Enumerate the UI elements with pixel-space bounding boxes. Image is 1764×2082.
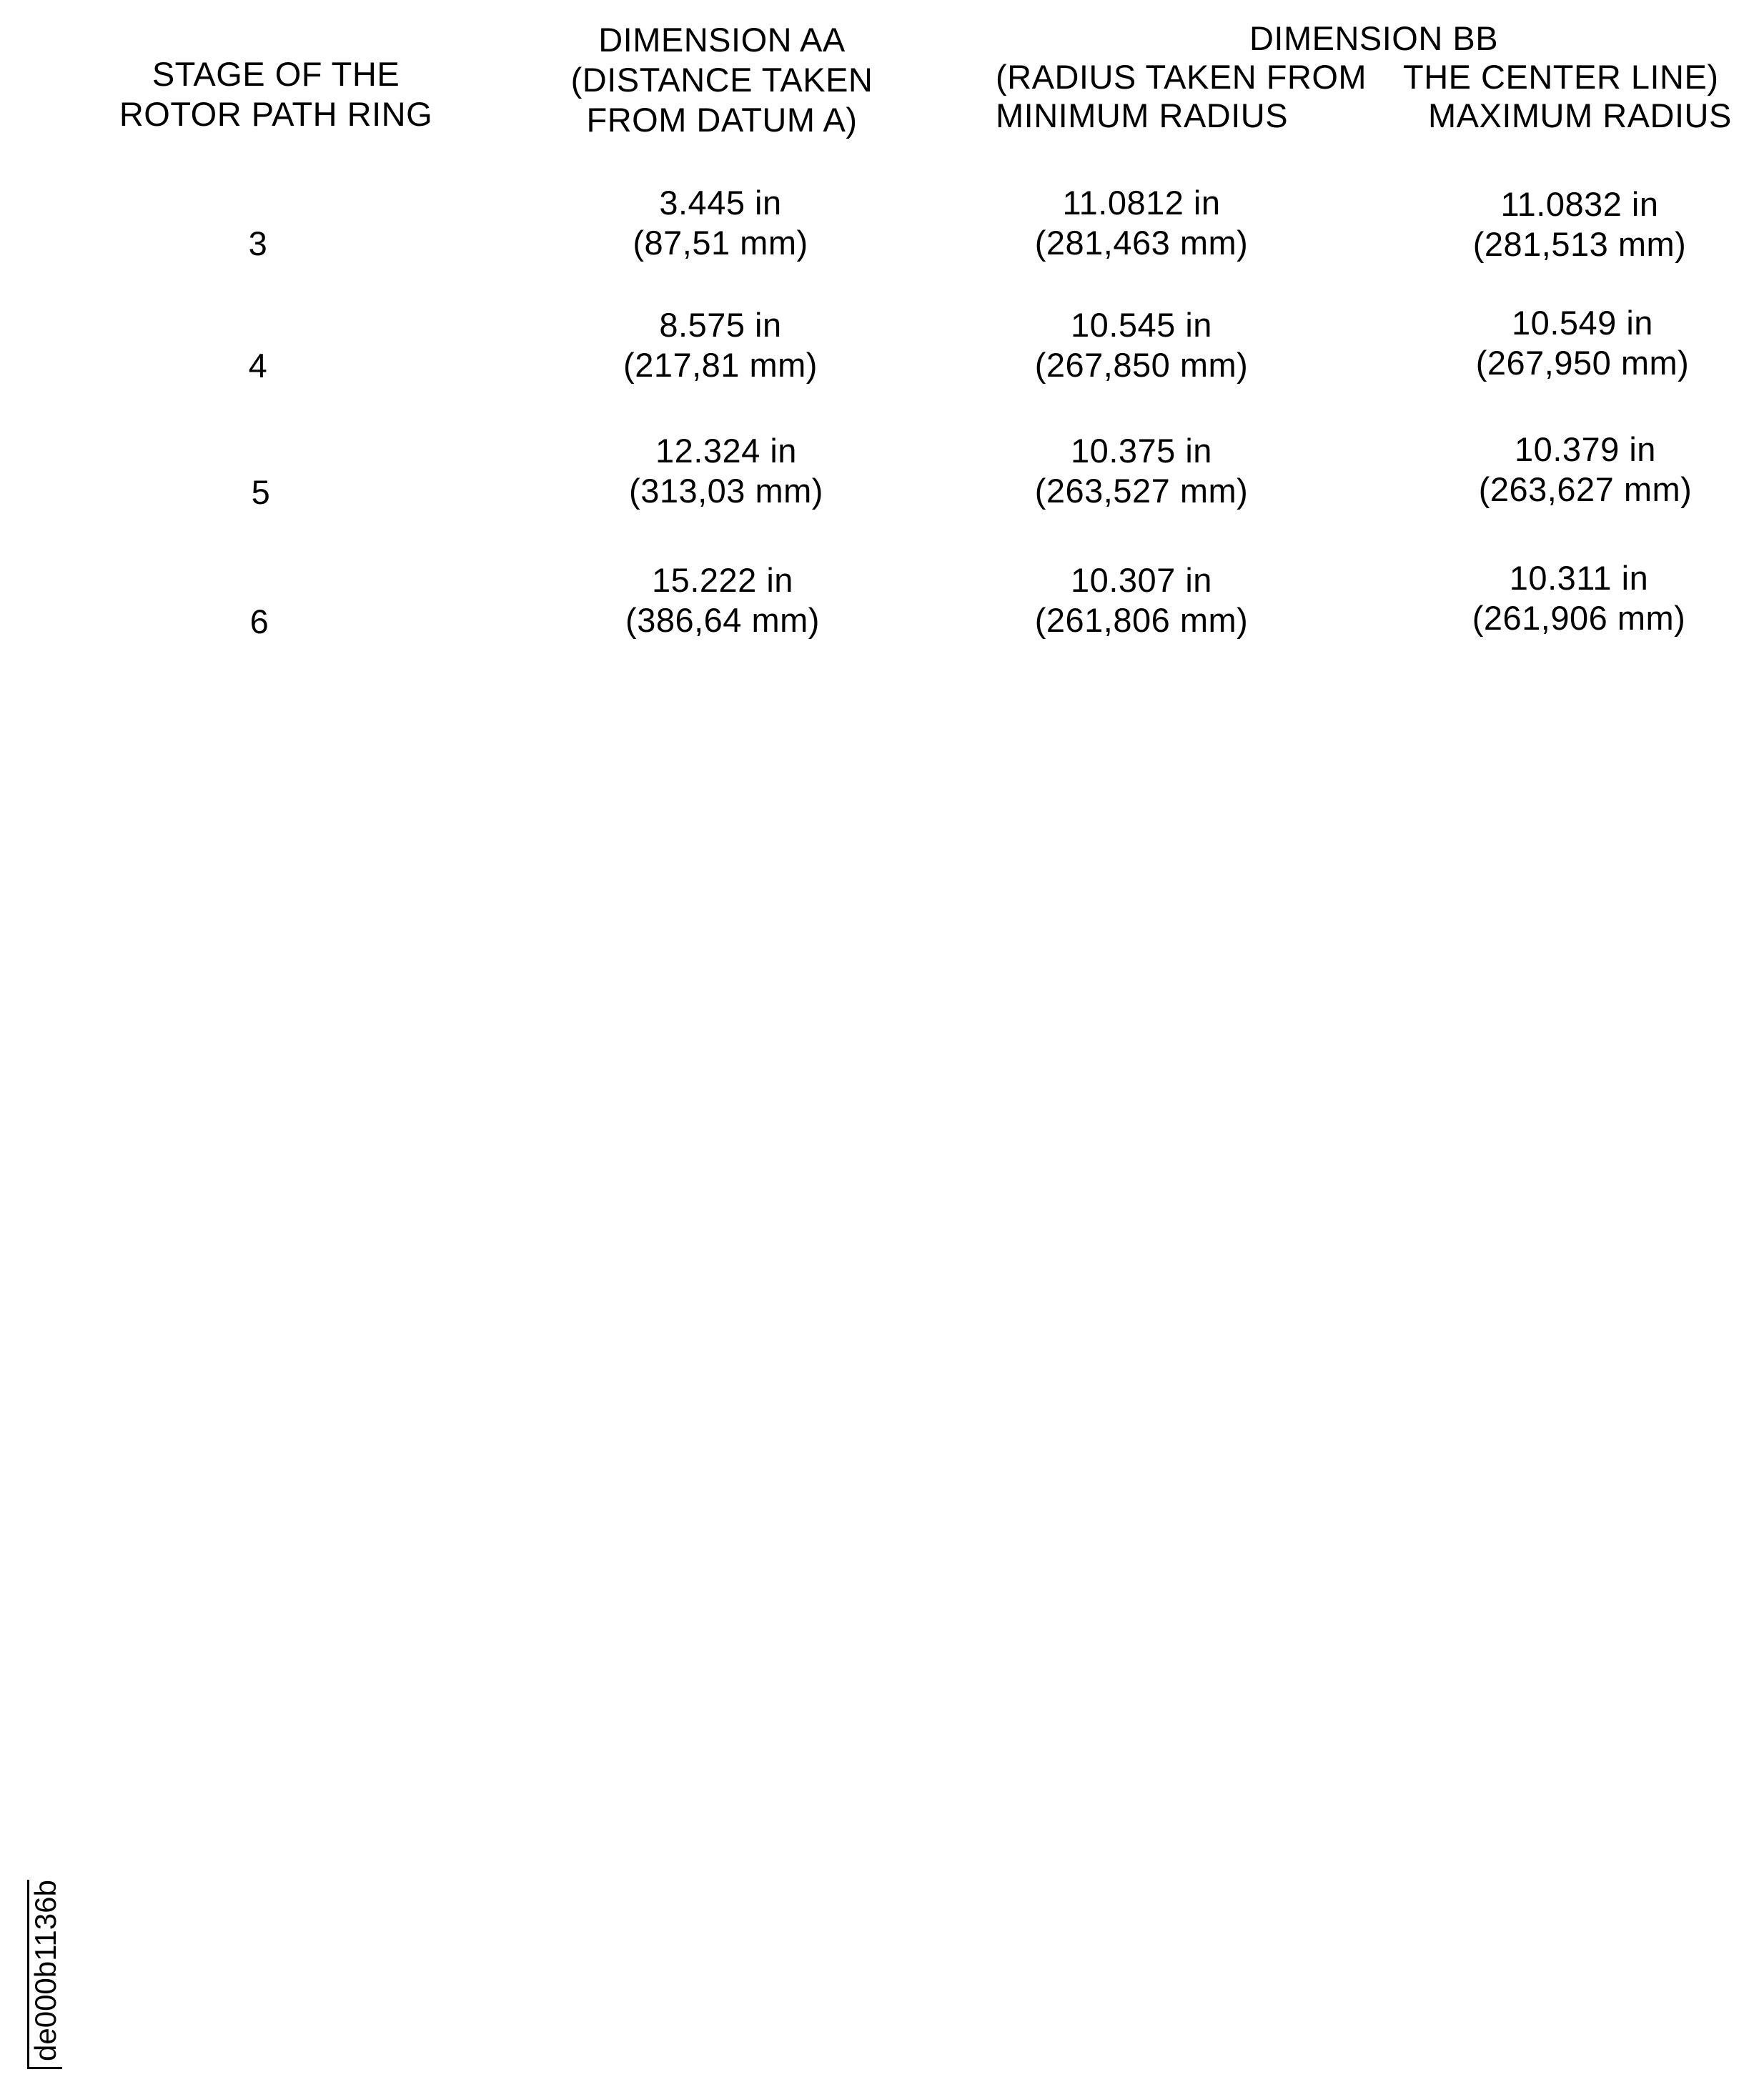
- value-mm: (313,03 mm): [629, 472, 823, 510]
- value-mm: (386,64 mm): [625, 601, 820, 639]
- value-mm: (87,51 mm): [633, 224, 808, 262]
- value-mm: (261,806 mm): [1034, 601, 1249, 639]
- table-row-dim-aa: [633, 183, 808, 263]
- table-row-dim-aa: [623, 305, 818, 385]
- value-mm: (217,81 mm): [623, 346, 818, 384]
- value-inch: 10.545 in: [1071, 306, 1212, 344]
- value-inch: 15.222 in: [652, 561, 793, 599]
- table-row-dim-aa: [625, 560, 820, 640]
- header-dim-bb-title: DIMENSION BB: [1249, 19, 1499, 57]
- table-row-max-radius: [1476, 303, 1690, 383]
- value-inch: 8.575 in: [659, 306, 782, 344]
- figure-id-label: de000b1136b: [27, 1880, 62, 2069]
- header-max-radius: MAXIMUM RADIUS: [1428, 96, 1732, 134]
- value-inch: 10.379 in: [1515, 430, 1656, 468]
- value-inch: 10.307 in: [1071, 561, 1212, 599]
- table-row-stage: 3: [248, 224, 268, 262]
- table-row-stage: 6: [249, 603, 269, 640]
- header-dim-aa-line1: DIMENSION AA: [598, 21, 846, 59]
- header-stage-line1: STAGE OF THE: [152, 55, 400, 93]
- table-row-stage: 4: [248, 347, 268, 385]
- value-inch: 11.0812 in: [1062, 184, 1221, 222]
- table-row-min-radius: [1035, 305, 1249, 385]
- value-mm: (263,627 mm): [1478, 470, 1693, 508]
- value-inch: 12.324 in: [655, 432, 797, 470]
- value-mm: (267,950 mm): [1475, 344, 1690, 382]
- table-row-min-radius: [1035, 431, 1249, 511]
- value-mm: (263,527 mm): [1034, 472, 1249, 510]
- value-mm: (261,906 mm): [1472, 599, 1686, 637]
- table-row-stage: 5: [251, 473, 271, 511]
- value-inch: 10.549 in: [1512, 304, 1653, 342]
- header-dim-aa-line2: (DISTANCE TAKEN: [570, 61, 873, 99]
- table-row-min-radius: [1035, 560, 1249, 640]
- value-inch: 11.0832 in: [1500, 185, 1659, 223]
- value-inch: 10.375 in: [1071, 432, 1212, 470]
- value-mm: (267,850 mm): [1034, 346, 1249, 384]
- header-stage-line2: ROTOR PATH RING: [119, 95, 433, 133]
- value-inch: 10.311 in: [1509, 559, 1649, 597]
- value-inch: 3.445 in: [659, 184, 782, 222]
- table-row-dim-aa: [629, 431, 823, 511]
- table-row-max-radius: [1472, 558, 1686, 638]
- header-dim-bb-sub-left: (RADIUS TAKEN FROM: [996, 58, 1367, 96]
- value-mm: (281,463 mm): [1034, 224, 1249, 262]
- header-dim-bb-sub-right: THE CENTER LINE): [1403, 58, 1719, 96]
- table-row-max-radius: [1473, 184, 1687, 264]
- value-mm: (281,513 mm): [1472, 225, 1687, 263]
- header-dim-aa-line3: FROM DATUM A): [586, 101, 858, 139]
- table-row-max-radius: [1479, 430, 1693, 510]
- header-min-radius: MINIMUM RADIUS: [996, 96, 1289, 134]
- table-row-min-radius: [1035, 183, 1249, 263]
